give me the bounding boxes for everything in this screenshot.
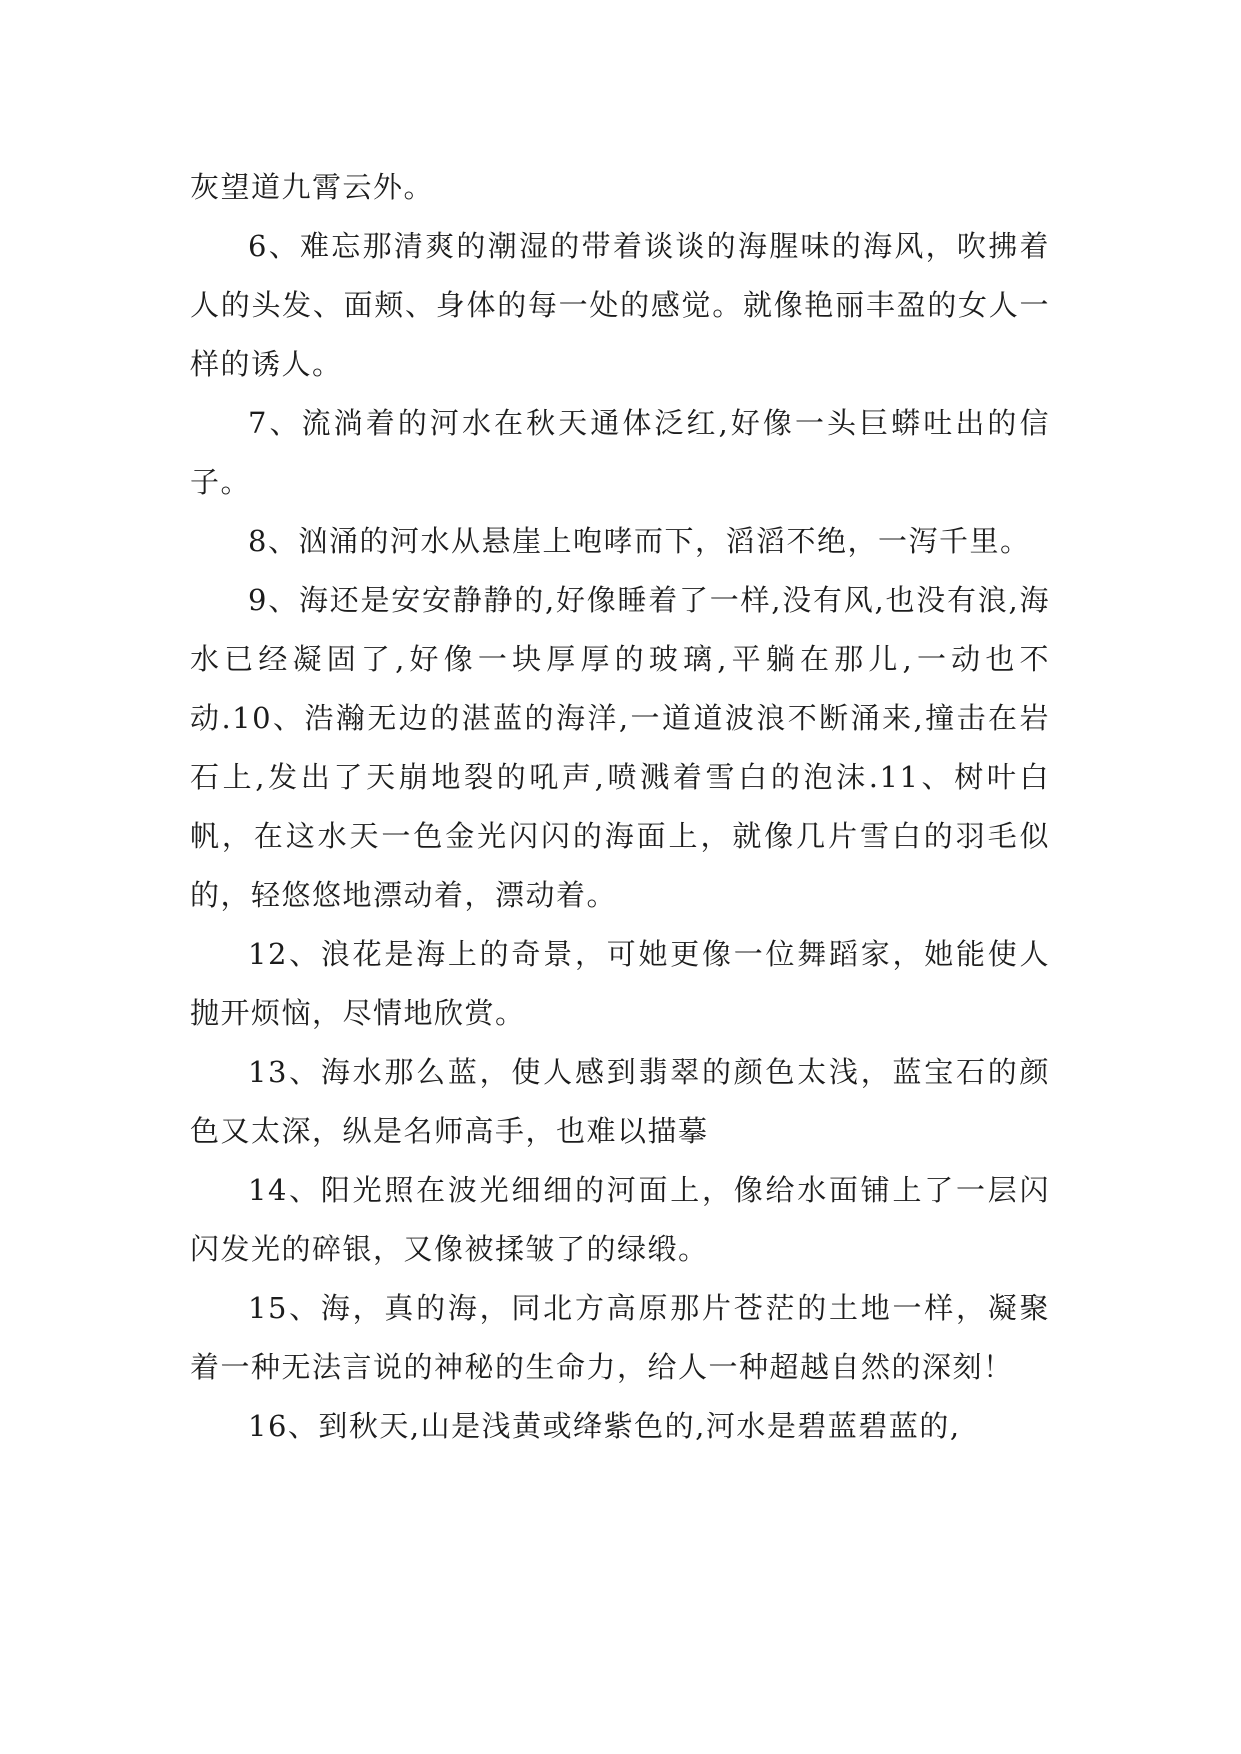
paragraph-7: 7、流淌着的河水在秋天通体泛红,好像一头巨蟒吐出的信子。 — [190, 406, 1050, 499]
paragraph-16: 16、到秋天,山是浅黄或绛紫色的,河水是碧蓝碧蓝的, — [248, 1409, 961, 1443]
document-body — [190, 158, 1050, 1456]
paragraph-continuation: 灰望道九霄云外。 — [190, 170, 435, 204]
paragraph-14: 14、阳光照在波光细细的河面上，像给水面铺上了一层闪闪发光的碎银，又像被揉皱了的绿缎。 — [190, 1173, 1050, 1266]
paragraph-15: 15、海，真的海，同北方高原那片苍茫的土地一样，凝聚着一种无法言说的神秘的生命力，给人一种超越自然的深刻！ — [190, 1291, 1050, 1384]
paragraph-13: 13、海水那么蓝，使人感到翡翠的颜色太浅，蓝宝石的颜色又太深，纵是名师高手，也难以描摹 — [190, 1055, 1050, 1148]
paragraph-6: 6、难忘那清爽的潮湿的带着谈谈的海腥味的海风，吹拂着人的头发、面颊、身体的每一处的感觉。就像艳丽丰盈的女人一样的诱人。 — [190, 229, 1050, 381]
paragraph-9: 9、海还是安安静静的,好像睡着了一样,没有风,也没有浪,海水已经凝固了,好像一块厚厚的玻璃,平躺在那儿,一动也不动.10、浩瀚无边的湛蓝的海洋,一道道波浪不断涌来,撞击在岩石上,发出了天崩地裂的吼声,喷溅着雪白的泡沫.11、树叶白帆，在这水天一色金光闪闪的海面上，就像几片雪白的羽毛似的，轻悠悠地漂动着，漂动着。 — [190, 583, 1050, 912]
paragraph-12: 12、浪花是海上的奇景，可她更像一位舞蹈家，她能使人抛开烦恼，尽情地欣赏。 — [190, 937, 1050, 1030]
paragraph-8: 8、汹涌的河水从悬崖上咆哮而下，滔滔不绝，一泻千里。 — [248, 524, 1031, 558]
